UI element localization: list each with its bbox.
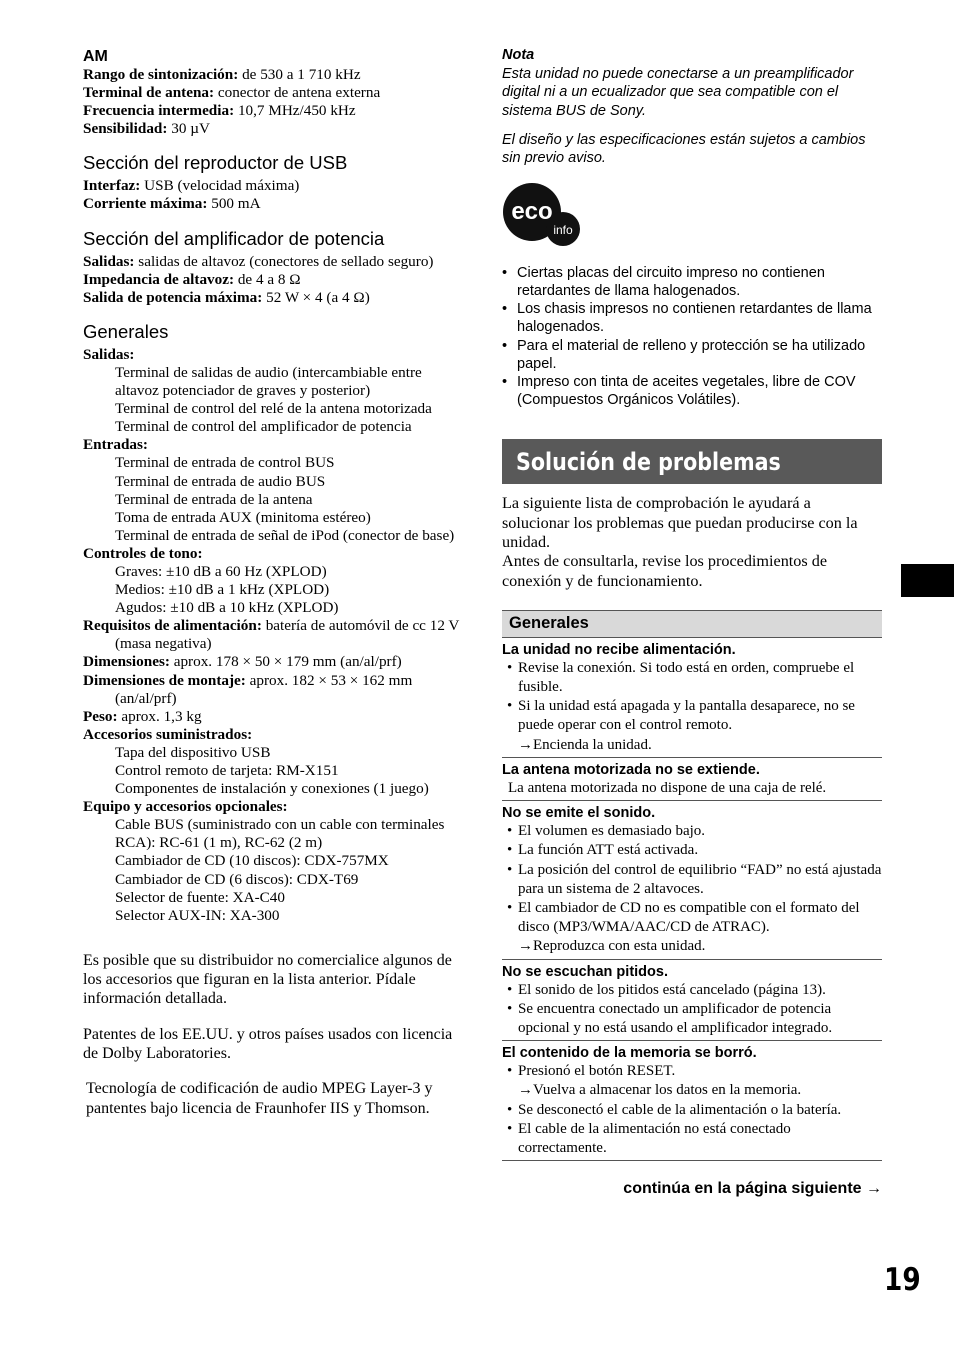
spec-label: Controles de tono: — [83, 544, 203, 562]
list-item-text: Presionó el botón RESET. — [518, 1063, 676, 1080]
spec-label: Salidas: — [83, 252, 135, 270]
section-title: Solución de problemas — [516, 447, 781, 476]
spec-label: Corriente máxima: — [83, 195, 208, 213]
trouble-title: No se emite el sonido. — [502, 805, 656, 822]
spec-label: Dimensiones: — [83, 653, 170, 671]
spec-line — [83, 120, 465, 138]
trouble-title: No se escuchan pitidos. — [502, 963, 668, 980]
spec-label: Dimensiones de montaje: — [83, 671, 246, 689]
bullet: • — [507, 698, 513, 715]
trouble-block — [502, 801, 882, 959]
list-item — [502, 981, 882, 1000]
spec-item: Graves: ±10 dB a 60 Hz (XPLOD) — [115, 562, 327, 580]
spec-value: aprox. 1,3 kg — [117, 707, 202, 725]
trouble-block — [502, 960, 882, 1042]
accessories-note: Es posible que su distribuidor no comercialice algunos de los accesorios que figuran en la lista anterior. Pídale información detallada. — [83, 951, 452, 1008]
list-item — [502, 841, 882, 860]
arrow-icon: → — [518, 938, 533, 955]
bullet: • — [507, 659, 513, 676]
spec-item: Cambiador de CD (6 discos): CDX-T69 — [115, 870, 359, 888]
bullet: • — [502, 337, 508, 354]
left-column — [83, 47, 465, 1118]
arrow-icon: → — [518, 736, 533, 753]
trouble-list — [502, 981, 882, 1039]
trouble-block — [502, 1041, 882, 1161]
spec-item: Terminal de entrada de control BUS — [115, 454, 335, 472]
generales-bar: Generales — [502, 610, 882, 638]
list-item — [502, 1101, 882, 1120]
list-item — [502, 1120, 882, 1158]
list-item-text: Ciertas placas del circuito impreso no contienen retardantes de llama halogenados. — [517, 264, 825, 299]
spec-item: Terminal de control del relé de la antena motorizada — [115, 400, 432, 418]
spec-label: Rango de sintonización: — [83, 66, 239, 83]
spec-label: Salida de potencia máxima: — [83, 288, 263, 306]
list-item-text: La función ATT está activada. — [518, 842, 699, 859]
eco-word: eco — [511, 197, 553, 225]
spec-item: Cable BUS (suministrado con un cable con terminales RCA): RC-61 (1 m), RC-62 (2 m) — [115, 816, 445, 852]
list-item-text: El cable de la alimentación no está conectado correctamente. — [518, 1120, 791, 1156]
spec-item: Selector AUX-IN: XA-300 — [115, 906, 280, 924]
list-item — [502, 373, 882, 409]
spec-line — [83, 195, 465, 213]
list-item-text: El sonido de los pitidos está cancelado (página 13). — [518, 981, 826, 998]
spec-value: aprox. 178 × 50 × 179 mm (an/al/prf) — [169, 653, 402, 671]
list-item-text: Para el material de relleno y protección se ha utilizado papel. — [517, 337, 866, 372]
bullet: • — [507, 823, 513, 840]
spec-item: Toma de entrada AUX (minitoma estéreo) — [115, 508, 371, 526]
list-item-text: El volumen es demasiado bajo. — [518, 823, 706, 840]
list-item — [502, 337, 882, 373]
list-item-text: Si la unidad está apagada y la pantalla desaparece, no se puede operar con el control remoto. — [518, 698, 855, 734]
list-item-text: Los chasis impresos no contienen retardantes de llama halogenados. — [517, 301, 872, 336]
section-title-banner — [502, 439, 882, 484]
spec-value: de 530 a 1 710 kHz — [238, 66, 361, 83]
page-number: 19 — [884, 1262, 921, 1298]
eco-info-icon — [502, 182, 582, 252]
am-heading: AM — [83, 48, 108, 65]
trouble-block — [502, 638, 882, 758]
intro-text-2: Antes de consultarla, revise los procedimientos de conexión y de funcionamiento. — [502, 552, 828, 590]
spec-label: Terminal de antena: — [83, 84, 215, 102]
list-item — [502, 659, 882, 697]
eco-info-logo — [502, 182, 582, 252]
spec-value: de 4 a 8 Ω — [234, 270, 301, 288]
am-specs — [83, 66, 465, 138]
nota-text-design: El diseño y las especificaciones están sujetos a cambios sin previo aviso. — [502, 131, 866, 167]
spec-label: Impedancia de altavoz: — [83, 270, 235, 288]
spec-label: Requisitos de alimentación: — [83, 617, 262, 635]
spec-line — [83, 436, 465, 454]
remedy-line — [502, 937, 882, 956]
spec-line — [83, 672, 465, 708]
spec-item: Terminal de entrada de la antena — [115, 490, 313, 508]
spec-label: Peso: — [83, 707, 118, 725]
spec-item: Terminal de entrada de audio BUS — [115, 472, 326, 490]
spec-label: Frecuencia intermedia: — [83, 102, 235, 120]
remedy-line — [502, 1081, 882, 1100]
list-item — [502, 300, 882, 336]
list-item — [502, 1000, 882, 1038]
spec-value: 52 W × 4 (a 4 Ω) — [262, 288, 370, 306]
spec-line — [83, 617, 465, 653]
spec-item: Terminal de salidas de audio (intercambiable entre altavoz potenciador de graves y posterior) — [115, 363, 422, 400]
list-item-text: Se encuentra conectado un amplificador de potencia opcional y no está usando el amplificador integrado. — [518, 1000, 833, 1036]
bullet: • — [507, 1101, 513, 1118]
spec-item: Terminal de entrada de señal de iPod (conector de base) — [115, 526, 455, 544]
spec-value: batería de automóvil de cc 12 V (masa negativa) — [115, 617, 460, 653]
list-item-text: Se desconectó el cable de la alimentación o la batería. — [518, 1101, 842, 1118]
section-thumb-tab — [901, 564, 954, 597]
eco-list — [502, 264, 882, 410]
spec-line — [83, 708, 465, 726]
spec-value: conector de antena externa — [214, 84, 381, 102]
usb-heading: Sección del reproductor de USB — [83, 152, 348, 174]
spec-value: 10,7 MHz/450 kHz — [234, 102, 356, 120]
spec-value: 500 mA — [207, 195, 261, 213]
continued-next-page: continúa en la página siguiente → — [623, 1180, 882, 1197]
list-item — [502, 861, 882, 899]
bullet: • — [502, 301, 508, 318]
spec-line — [83, 346, 465, 364]
spec-label: Salidas: — [83, 345, 135, 363]
spec-label: Equipo y accesorios opcionales: — [83, 798, 288, 816]
spec-value: 30 µV — [167, 120, 210, 138]
list-item — [502, 697, 882, 735]
list-item — [502, 822, 882, 841]
intro-text: La siguiente lista de comprobación le ayudará a solucionar los problemas que puedan producirse con la unidad. — [502, 494, 858, 551]
spec-line — [83, 66, 465, 84]
list-item — [502, 1062, 882, 1081]
nota-text: Esta unidad no puede conectarse a un preamplificador digital ni a un ecualizador que sea compatible con el sistema BUS de Sony. — [502, 65, 854, 119]
spec-item: Medios: ±10 dB a 1 kHz (XPLOD) — [115, 581, 330, 599]
spec-line — [83, 289, 465, 307]
spec-line — [83, 102, 465, 120]
spec-line — [83, 84, 465, 102]
arrow-icon: → — [518, 1082, 533, 1099]
trouble-title: El contenido de la memoria se borró. — [502, 1045, 757, 1062]
list-item-text: El cambiador de CD no es compatible con el formato del disco (MP3/WMA/AAC/CD de ATRAC). — [518, 899, 860, 936]
spec-line — [83, 798, 465, 816]
list-item-text: Impreso con tinta de aceites vegetales, libre de COV (Compuestos Orgánicos Volátiles). — [517, 373, 856, 409]
spec-label: Sensibilidad: — [83, 120, 168, 138]
list-item-text: La posición del control de equilibrio “FAD” no está ajustada para un sistema de 2 altavoces. — [518, 861, 882, 897]
spec-label: Accesorios suministrados: — [83, 725, 253, 743]
bullet: • — [507, 899, 513, 916]
list-item — [502, 899, 882, 937]
spec-item: Terminal de control del amplificador de potencia — [115, 418, 412, 436]
amp-heading: Sección del amplificador de potencia — [83, 227, 385, 249]
bullet: • — [507, 861, 513, 878]
bullet: • — [507, 1120, 513, 1137]
list-item-text: Revise la conexión. Si todo está en orden, compruebe el fusible. — [518, 659, 855, 696]
trouble-list — [502, 822, 882, 937]
spec-item: Selector de fuente: XA-C40 — [115, 888, 285, 906]
remedy-text: Vuelva a almacenar los datos en la memoria. — [533, 1082, 802, 1099]
dolby-note: Patentes de los EE.UU. y otros países usados con licencia de Dolby Laboratories. — [83, 1025, 453, 1063]
spec-value: salidas de altavoz (conectores de sellado seguro) — [134, 252, 434, 270]
bullet: • — [507, 981, 513, 998]
spec-label: Entradas: — [83, 436, 148, 454]
bullet: • — [502, 264, 508, 281]
trouble-title: La unidad no recibe alimentación. — [502, 641, 736, 658]
spec-item: Cambiador de CD (10 discos): CDX-757MX — [115, 852, 389, 870]
spec-value: USB (velocidad máxima) — [140, 177, 300, 195]
trouble-text: La antena motorizada no dispone de una caja de relé. — [508, 779, 827, 796]
trouble-title: La antena motorizada no se extiende. — [502, 761, 760, 778]
spec-label: Interfaz: — [83, 177, 141, 195]
bullet: • — [502, 373, 508, 390]
right-column — [502, 47, 882, 1161]
remedy-line — [502, 736, 882, 755]
bullet: • — [507, 842, 513, 859]
spec-line — [83, 653, 465, 671]
spec-line — [83, 271, 465, 289]
trouble-list — [502, 1101, 882, 1159]
nota-title: Nota — [502, 47, 535, 63]
mpeg-note: Tecnología de codificación de audio MPEG Layer-3 y pantentes bajo licencia de Fraunhofer IIS y Thomson. — [86, 1080, 433, 1117]
remedy-text: Reproduzca con esta unidad. — [533, 938, 706, 955]
bullet: • — [507, 1063, 513, 1080]
spec-item: Control remoto de tarjeta: RM-X151 — [115, 762, 339, 779]
spec-item: Agudos: ±10 dB a 10 kHz (XPLOD) — [115, 599, 339, 617]
trouble-list — [502, 659, 882, 736]
spec-line — [83, 545, 465, 563]
spec-item: Componentes de instalación y conexiones (1 juego) — [115, 780, 429, 798]
trouble-list — [502, 1062, 882, 1081]
generales-heading: Generales — [83, 320, 169, 342]
trouble-block — [502, 758, 882, 801]
eco-info-word: info — [553, 222, 573, 237]
remedy-text: Encienda la unidad. — [533, 736, 652, 753]
bullet: • — [507, 1000, 513, 1017]
spec-line — [83, 177, 465, 195]
spec-item: Tapa del dispositivo USB — [115, 743, 271, 761]
list-item — [502, 264, 882, 300]
spec-value: aprox. 182 × 53 × 162 mm (an/al/prf) — [115, 671, 413, 707]
spec-line — [83, 253, 465, 271]
spec-line — [83, 726, 465, 744]
